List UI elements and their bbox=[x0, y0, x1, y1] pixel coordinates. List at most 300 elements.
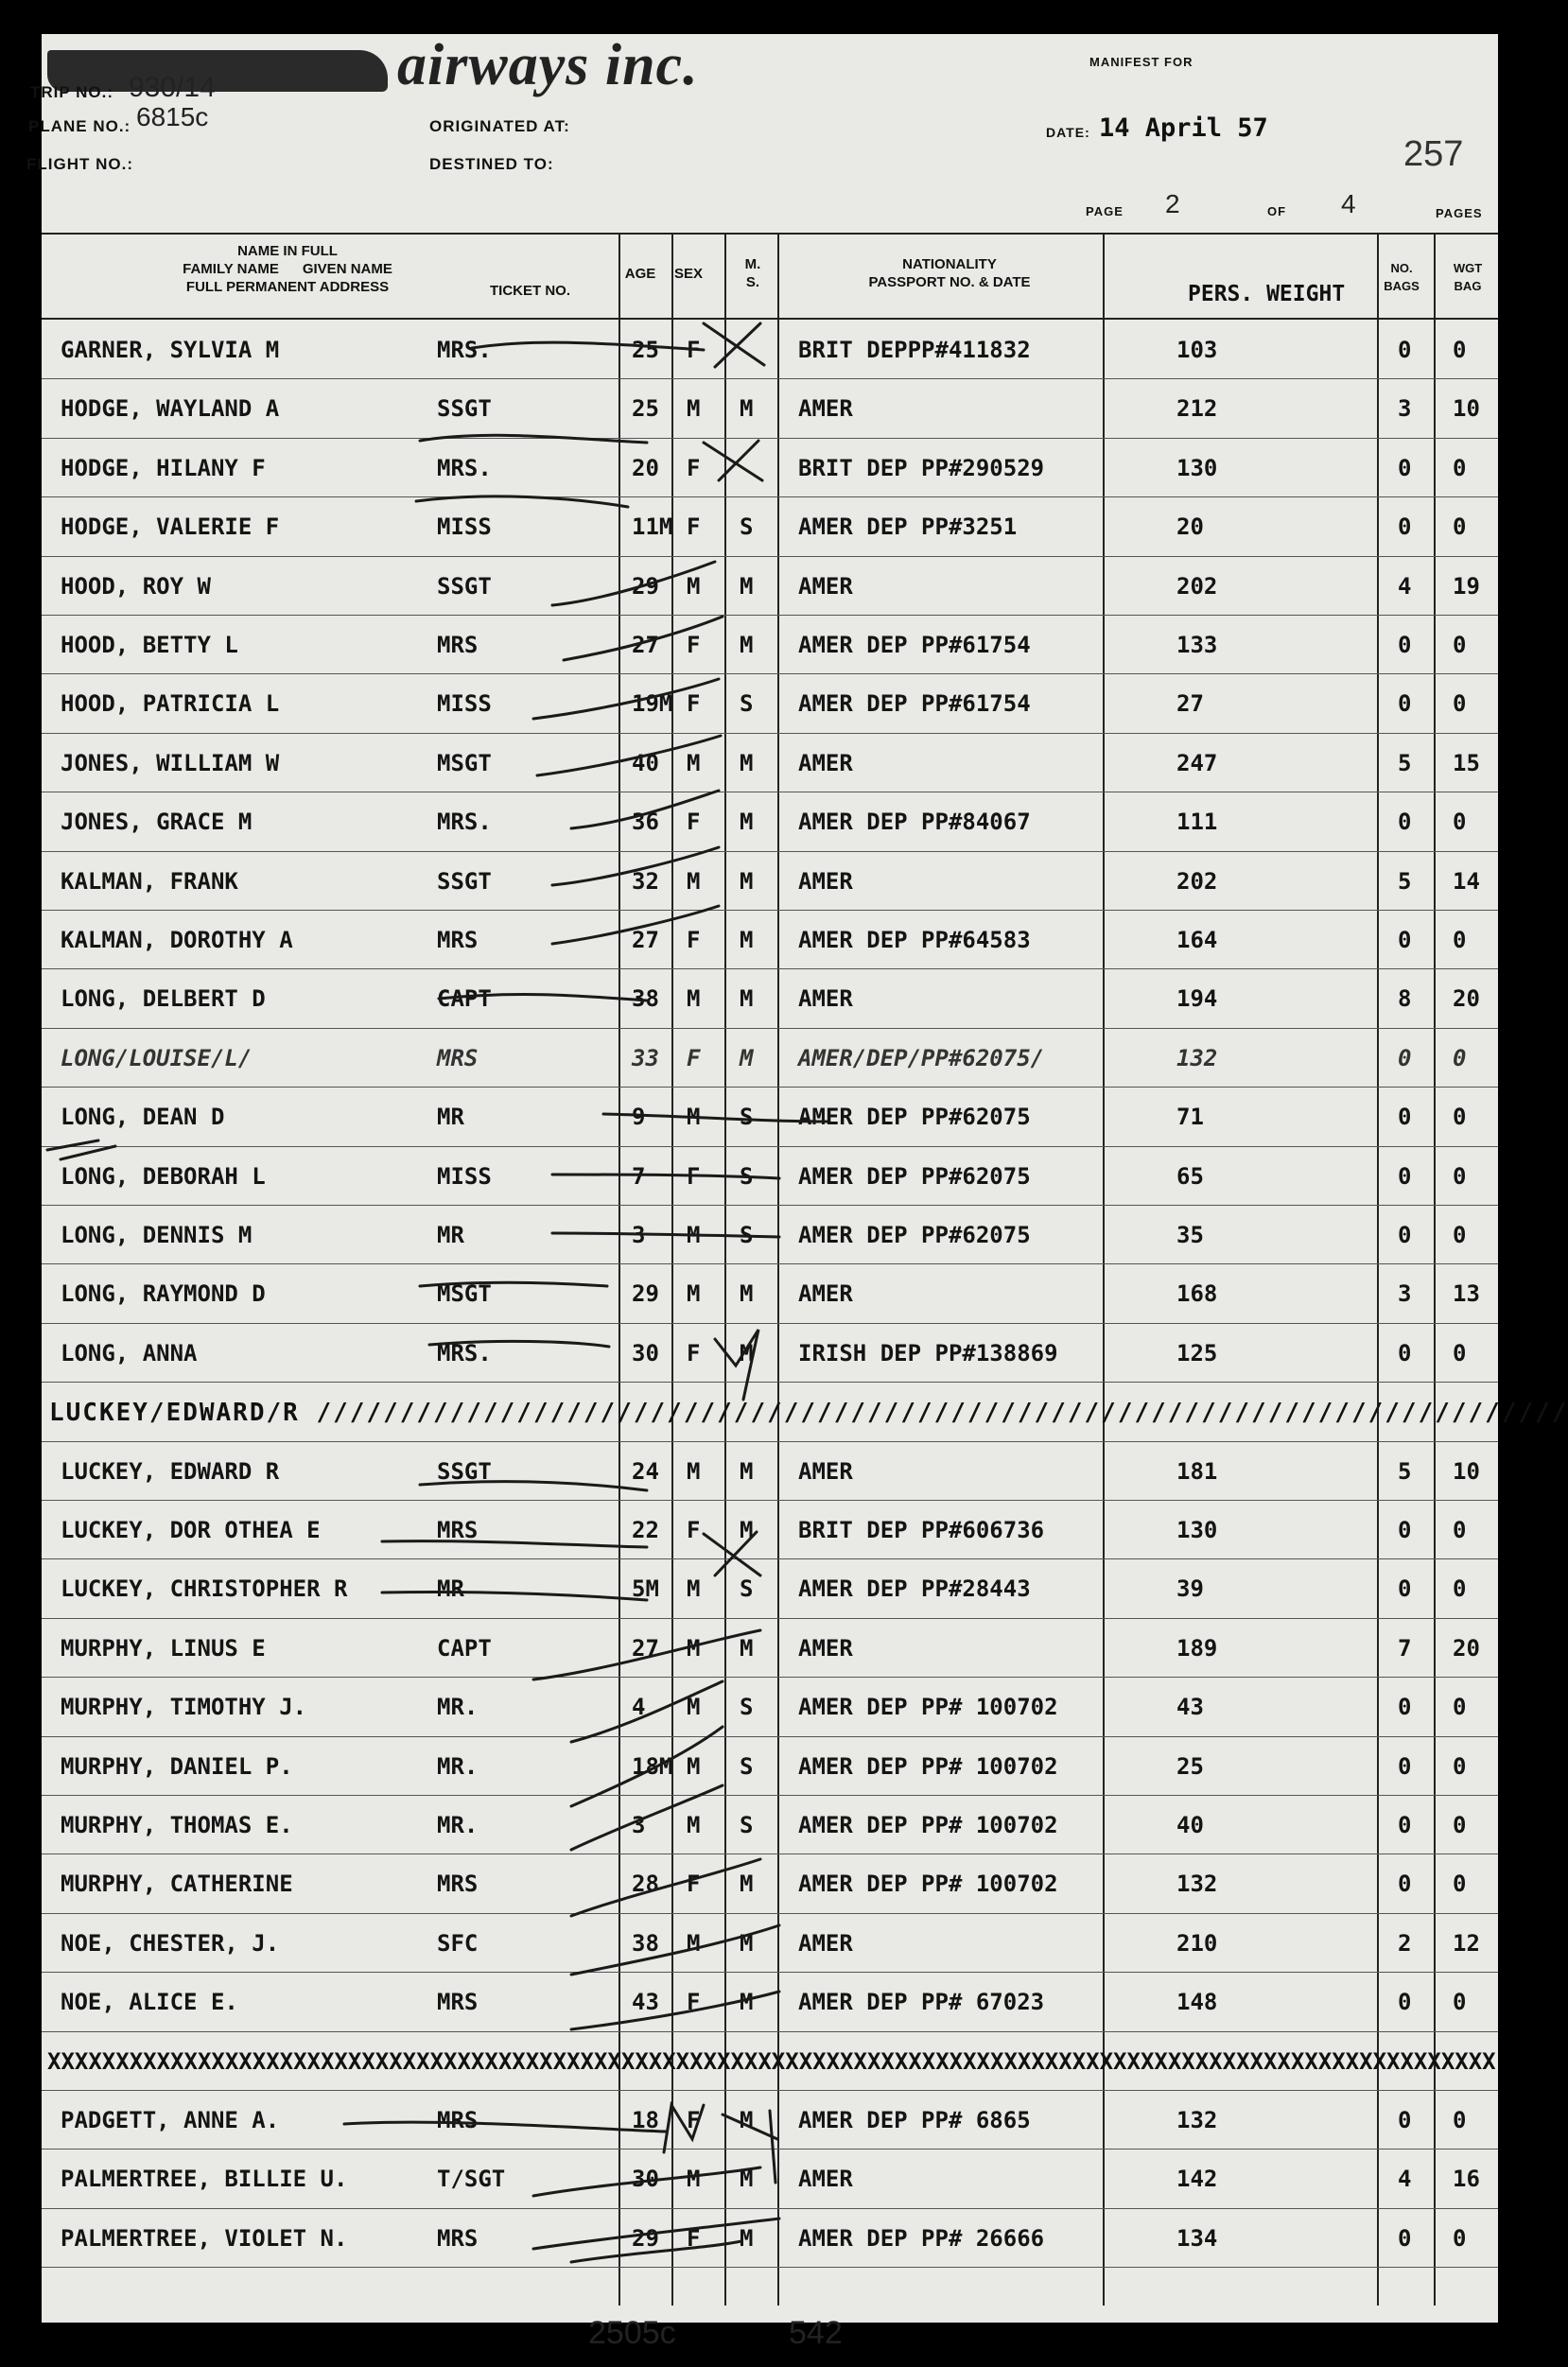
x-mark-3 bbox=[704, 1532, 760, 1575]
col-given: GIVEN NAME bbox=[302, 261, 392, 277]
manifest-page bbox=[26, 33, 1568, 2351]
passenger-nationality: AMER DEP PP# 100702 bbox=[798, 1752, 1058, 1780]
passenger-nationality: AMER DEP PP# 6865 bbox=[798, 2107, 1031, 2133]
date-value: 14 April 57 bbox=[1099, 113, 1268, 143]
passenger-sex: M bbox=[687, 572, 701, 600]
passenger-bags: 2 bbox=[1398, 1929, 1412, 1957]
passenger-age: 43 bbox=[632, 1989, 659, 2016]
strike-4 bbox=[552, 562, 715, 605]
passenger-sex: F bbox=[687, 690, 701, 718]
passenger-nationality: AMER DEP PP#62075 bbox=[798, 1104, 1031, 1131]
manifest-for-label: MANIFEST FOR bbox=[1089, 55, 1193, 69]
passenger-bags: 4 bbox=[1398, 572, 1412, 600]
x-mark-2 bbox=[704, 441, 762, 480]
destined-label: DESTINED TO: bbox=[429, 155, 554, 173]
passenger-sex: M bbox=[687, 749, 701, 776]
passenger-bag-weight: 0 bbox=[1453, 454, 1467, 481]
page-number: 2 bbox=[1165, 189, 1180, 218]
passenger-marital-status: M bbox=[740, 2224, 754, 2252]
passenger-marital-status: M bbox=[740, 2107, 754, 2133]
passenger-bag-weight: 16 bbox=[1453, 2166, 1480, 2193]
passenger-name: LONG, RAYMOND D bbox=[61, 1280, 266, 1308]
passenger-title: MRS bbox=[437, 1989, 479, 2016]
passenger-nationality: AMER DEP PP#64583 bbox=[798, 927, 1031, 953]
passenger-weight: 194 bbox=[1176, 985, 1218, 1013]
passenger-bag-weight: 0 bbox=[1453, 1222, 1467, 1248]
passenger-bag-weight: 0 bbox=[1453, 632, 1467, 658]
passenger-bag-weight: 0 bbox=[1453, 1694, 1467, 1721]
passenger-name: KALMAN, FRANK bbox=[61, 867, 238, 895]
passenger-name: MURPHY, DANIEL P. bbox=[61, 1752, 293, 1780]
passenger-marital-status: M bbox=[740, 2166, 754, 2193]
passenger-marital-status: M bbox=[740, 749, 754, 776]
n-mark bbox=[715, 1330, 758, 1400]
passenger-name: MURPHY, THOMAS E. bbox=[61, 1812, 293, 1838]
passenger-marital-status: M bbox=[740, 1634, 754, 1662]
passenger-title: MR. bbox=[437, 1752, 479, 1780]
passenger-sex: F bbox=[687, 337, 701, 363]
passenger-title: SSGT bbox=[437, 1457, 492, 1485]
passenger-age: 19M bbox=[632, 690, 673, 718]
col-bags: NO. BAGS bbox=[1384, 261, 1420, 293]
passenger-weight: 65 bbox=[1176, 1162, 1204, 1190]
passenger-bag-weight: 0 bbox=[1453, 1989, 1467, 2016]
passenger-sex: M bbox=[687, 1222, 701, 1248]
plane-number: 6815c bbox=[136, 102, 209, 131]
passenger-bag-weight: 0 bbox=[1453, 2224, 1467, 2252]
passenger-name: GARNER, SYLVIA M bbox=[61, 337, 280, 363]
passenger-title: MSGT bbox=[437, 749, 492, 776]
passenger-weight: 125 bbox=[1176, 1339, 1218, 1366]
passenger-bag-weight: 0 bbox=[1453, 809, 1467, 836]
passenger-sex: M bbox=[687, 985, 701, 1013]
strike-21 bbox=[571, 1681, 723, 1742]
passenger-bags: 0 bbox=[1398, 1575, 1412, 1603]
passenger-sex: M bbox=[687, 1752, 701, 1780]
passenger-marital-status: M bbox=[740, 867, 754, 895]
col-name: NAME IN FULL bbox=[237, 243, 338, 259]
passenger-sex: F bbox=[687, 513, 701, 541]
passenger-name: LONG/LOUISE/L/ bbox=[61, 1044, 253, 1071]
passenger-title: MRS bbox=[437, 1044, 479, 1071]
passenger-name: NOE, ALICE E. bbox=[61, 1989, 238, 2016]
m-mark bbox=[664, 2105, 777, 2183]
xed-out-row: XXXXXXXXXXXXXXXXXXXXXXXXXXXXXXXXXXXXXXXXXXXXXXXXXXXXXXXXXXXXXXXXXXXXXXXXXXXXXXXXXXXXXXXXXXXXXXXXXXXXXXXXXX bbox=[47, 2047, 1496, 2075]
passenger-age: 32 bbox=[632, 867, 659, 895]
passenger-name: LONG, ANNA bbox=[61, 1339, 198, 1366]
passenger-nationality: AMER/DEP/PP#62075/ bbox=[798, 1044, 1045, 1071]
passenger-sex: F bbox=[687, 927, 701, 953]
passenger-age: 38 bbox=[632, 1929, 659, 1957]
strike-11 bbox=[439, 995, 647, 1001]
total-pages: 4 bbox=[1341, 189, 1356, 218]
passenger-title: MRS. bbox=[437, 454, 492, 481]
passenger-bag-weight: 0 bbox=[1453, 1044, 1467, 1071]
passenger-bag-weight: 0 bbox=[1453, 690, 1467, 718]
strike-17 bbox=[420, 1482, 647, 1490]
airline-name: airways inc. bbox=[397, 33, 699, 97]
passenger-name: MURPHY, CATHERINE bbox=[61, 1871, 293, 1898]
passenger-marital-status: M bbox=[740, 1517, 754, 1543]
passenger-name: MURPHY, LINUS E bbox=[61, 1634, 266, 1662]
strike-15 bbox=[420, 1282, 607, 1286]
passenger-weight: 43 bbox=[1176, 1694, 1204, 1721]
passenger-age: 5M bbox=[632, 1575, 659, 1603]
passenger-weight: 40 bbox=[1176, 1812, 1204, 1838]
strike-5 bbox=[564, 617, 723, 660]
passenger-bag-weight: 0 bbox=[1453, 1162, 1467, 1190]
passenger-name: LONG, DENNIS M bbox=[61, 1222, 253, 1248]
passenger-bags: 3 bbox=[1398, 395, 1412, 423]
passenger-name: JONES, WILLIAM W bbox=[61, 749, 280, 776]
passenger-name: HOOD, PATRICIA L bbox=[61, 690, 280, 718]
passenger-title: MR bbox=[437, 1222, 464, 1248]
trip-number: 930/14 bbox=[129, 72, 216, 103]
passenger-title: MR bbox=[437, 1104, 464, 1131]
passenger-bags: 0 bbox=[1398, 1339, 1412, 1366]
x-mark-1 bbox=[704, 323, 764, 367]
passenger-nationality: AMER DEP PP#62075 bbox=[798, 1222, 1031, 1248]
passenger-bags: 0 bbox=[1398, 513, 1412, 541]
passenger-bags: 0 bbox=[1398, 1044, 1412, 1071]
passenger-bags: 0 bbox=[1398, 1222, 1412, 1248]
passenger-title: MRS bbox=[437, 632, 479, 658]
passenger-bag-weight: 15 bbox=[1453, 749, 1480, 776]
passenger-name: PADGETT, ANNE A. bbox=[61, 2107, 280, 2133]
passenger-sex: M bbox=[687, 1104, 701, 1131]
slash-marks bbox=[47, 1140, 115, 1159]
passenger-name: HOOD, BETTY L bbox=[61, 632, 238, 658]
passenger-nationality: IRISH DEP PP#138869 bbox=[798, 1339, 1058, 1366]
strike-13 bbox=[552, 1175, 779, 1178]
passenger-nationality: AMER DEP PP# 26666 bbox=[798, 2224, 1045, 2252]
passenger-weight: 210 bbox=[1176, 1929, 1218, 1957]
passenger-bag-weight: 0 bbox=[1453, 1339, 1467, 1366]
passenger-nationality: AMER bbox=[798, 867, 853, 895]
strike-30 bbox=[571, 2241, 741, 2262]
passenger-bag-weight: 12 bbox=[1453, 1929, 1480, 1957]
passenger-marital-status: M bbox=[740, 985, 754, 1013]
passenger-age: 27 bbox=[632, 632, 659, 658]
passenger-bag-weight: 10 bbox=[1453, 395, 1480, 423]
passenger-title: SSGT bbox=[437, 867, 492, 895]
passenger-sex: M bbox=[687, 1634, 701, 1662]
passenger-nationality: AMER DEP PP#84067 bbox=[798, 809, 1031, 836]
passenger-weight: 202 bbox=[1176, 867, 1218, 895]
passenger-sex: M bbox=[687, 395, 701, 423]
passenger-nationality: AMER DEP PP#61754 bbox=[798, 690, 1031, 718]
trip-label: TRIP NO.: bbox=[30, 83, 114, 101]
passenger-bags: 0 bbox=[1398, 2224, 1412, 2252]
passenger-bag-weight: 0 bbox=[1453, 1517, 1467, 1543]
passenger-sex: F bbox=[687, 1044, 701, 1071]
passenger-age: 27 bbox=[632, 1634, 659, 1662]
handwritten-marks bbox=[42, 34, 1498, 2323]
passenger-age: 3 bbox=[632, 1222, 646, 1248]
passenger-marital-status: M bbox=[740, 1280, 754, 1308]
passenger-weight: 181 bbox=[1176, 1457, 1218, 1485]
passenger-weight: 212 bbox=[1176, 395, 1218, 423]
strike-8 bbox=[571, 791, 719, 828]
passenger-marital-status: M bbox=[740, 927, 754, 953]
passenger-bags: 0 bbox=[1398, 690, 1412, 718]
passenger-bag-weight: 0 bbox=[1453, 1871, 1467, 1898]
passenger-bags: 3 bbox=[1398, 1280, 1412, 1308]
strike-16 bbox=[429, 1341, 609, 1347]
passenger-weight: 20 bbox=[1176, 513, 1204, 541]
passenger-bag-weight: 20 bbox=[1453, 1634, 1480, 1662]
passenger-weight: 103 bbox=[1176, 337, 1218, 363]
passenger-nationality: AMER bbox=[798, 1457, 853, 1485]
strike-24 bbox=[571, 1859, 760, 1916]
passenger-weight: 39 bbox=[1176, 1575, 1204, 1603]
passenger-nationality: AMER DEP PP#28443 bbox=[798, 1575, 1031, 1603]
passenger-sex: M bbox=[687, 1929, 701, 1957]
passenger-name: LUCKEY, DOR OTHEA E bbox=[61, 1517, 321, 1543]
passenger-bags: 4 bbox=[1398, 2166, 1412, 2193]
passenger-name: HODGE, WAYLAND A bbox=[61, 395, 280, 423]
passenger-name: LONG, DEBORAH L bbox=[61, 1162, 266, 1190]
passenger-title: CAPT bbox=[437, 1634, 492, 1662]
passenger-sex: F bbox=[687, 1339, 701, 1366]
date-label: DATE: bbox=[1046, 125, 1090, 140]
col-family: FAMILY NAME bbox=[183, 261, 279, 277]
passenger-bags: 0 bbox=[1398, 1752, 1412, 1780]
strike-14 bbox=[552, 1233, 779, 1237]
passenger-bags: 0 bbox=[1398, 2107, 1412, 2133]
passenger-age: 30 bbox=[632, 1339, 659, 1366]
passenger-name: PALMERTREE, BILLIE U. bbox=[61, 2166, 348, 2193]
passenger-marital-status: M bbox=[740, 395, 754, 423]
strike-19 bbox=[382, 1592, 647, 1600]
passenger-bag-weight: 13 bbox=[1453, 1280, 1480, 1308]
passenger-name: HODGE, VALERIE F bbox=[61, 513, 280, 541]
passenger-title: SSGT bbox=[437, 395, 492, 423]
passenger-sex: F bbox=[687, 1871, 701, 1898]
strike-12 bbox=[603, 1114, 827, 1122]
passenger-sex: M bbox=[687, 1812, 701, 1838]
col-ms: M. S. bbox=[744, 256, 761, 290]
col-passport: PASSPORT NO. & DATE bbox=[868, 274, 1031, 290]
passenger-nationality: AMER bbox=[798, 749, 853, 776]
passenger-sex: F bbox=[687, 2107, 701, 2133]
passenger-bag-weight: 0 bbox=[1453, 2107, 1467, 2133]
col-address: FULL PERMANENT ADDRESS bbox=[185, 279, 390, 295]
passenger-sex: M bbox=[687, 867, 701, 895]
passenger-bags: 0 bbox=[1398, 632, 1412, 658]
passenger-marital-status: S bbox=[740, 1222, 754, 1248]
passenger-nationality: BRIT DEP PP#606736 bbox=[798, 1517, 1045, 1543]
passenger-title: MRS. bbox=[437, 1339, 492, 1366]
passenger-age: 3 bbox=[632, 1812, 646, 1838]
passenger-bags: 0 bbox=[1398, 927, 1412, 953]
strike-2 bbox=[420, 435, 647, 443]
strike-3 bbox=[416, 496, 628, 507]
passenger-nationality: AMER bbox=[798, 2166, 853, 2193]
stamp-number: 257 bbox=[1403, 134, 1464, 174]
passenger-marital-status: S bbox=[740, 1752, 754, 1780]
passenger-weight: 35 bbox=[1176, 1222, 1204, 1248]
passenger-title: MISS bbox=[437, 690, 492, 718]
passenger-title: SFC bbox=[437, 1929, 479, 1957]
strike-1 bbox=[472, 342, 704, 350]
passenger-weight: 202 bbox=[1176, 572, 1218, 600]
passenger-bag-weight: 14 bbox=[1453, 867, 1480, 895]
strike-7 bbox=[537, 736, 721, 775]
passenger-bag-weight: 0 bbox=[1453, 927, 1467, 953]
passenger-nationality: AMER bbox=[798, 572, 853, 600]
passenger-nationality: AMER DEP PP# 100702 bbox=[798, 1694, 1058, 1721]
originated-label: ORIGINATED AT: bbox=[429, 117, 570, 135]
passenger-age: 20 bbox=[632, 454, 659, 481]
passenger-nationality: BRIT DEPPP#411832 bbox=[798, 337, 1031, 363]
passenger-nationality: AMER bbox=[798, 1634, 853, 1662]
passenger-name: LONG, DEAN D bbox=[61, 1104, 225, 1131]
passenger-title: MRS bbox=[437, 927, 479, 953]
passenger-bags: 8 bbox=[1398, 985, 1412, 1013]
passenger-weight: 27 bbox=[1176, 690, 1204, 718]
passenger-name: JONES, GRACE M bbox=[61, 809, 253, 836]
passenger-nationality: AMER bbox=[798, 1280, 853, 1308]
col-sex: SEX bbox=[673, 266, 703, 282]
passenger-bags: 0 bbox=[1398, 1989, 1412, 2016]
passenger-bags: 0 bbox=[1398, 809, 1412, 836]
strike-29 bbox=[533, 2219, 779, 2249]
passenger-age: 36 bbox=[632, 809, 659, 836]
passenger-title: MRS bbox=[437, 1871, 479, 1898]
passenger-sex: F bbox=[687, 2224, 701, 2252]
passenger-marital-status: S bbox=[740, 1162, 754, 1190]
passenger-weight: 134 bbox=[1176, 2224, 1218, 2252]
passenger-weight: 132 bbox=[1176, 1871, 1218, 1898]
passenger-age: 22 bbox=[632, 1517, 659, 1543]
passenger-age: 38 bbox=[632, 985, 659, 1013]
footer-total-a: 2505c bbox=[588, 2315, 676, 2351]
passenger-name: MURPHY, TIMOTHY J. bbox=[61, 1694, 307, 1721]
passenger-sex: M bbox=[687, 1575, 701, 1603]
passenger-bag-weight: 0 bbox=[1453, 1575, 1467, 1603]
struck-row-text: LUCKEY/EDWARD/R /////////////////////////////////////////////////////////////////////////// bbox=[49, 1399, 1568, 1428]
flight-label: FLIGHT NO.: bbox=[26, 155, 133, 173]
page-label: PAGE bbox=[1086, 204, 1124, 218]
passenger-title: SSGT bbox=[437, 572, 492, 600]
passenger-age: 40 bbox=[632, 749, 659, 776]
passenger-bags: 5 bbox=[1398, 867, 1412, 895]
passenger-marital-status: M bbox=[740, 809, 754, 836]
passenger-nationality: AMER DEP PP# 67023 bbox=[798, 1989, 1045, 2016]
passenger-bag-weight: 0 bbox=[1453, 1812, 1467, 1838]
passenger-bag-weight: 20 bbox=[1453, 985, 1480, 1013]
col-bag-weight: WGT BAG bbox=[1453, 261, 1483, 293]
passenger-marital-status: S bbox=[740, 1812, 754, 1838]
passenger-marital-status: M bbox=[740, 1871, 754, 1898]
col-weight: PERS. WEIGHT bbox=[1188, 282, 1346, 306]
passenger-bags: 0 bbox=[1398, 1812, 1412, 1838]
passenger-title: MRS bbox=[437, 2224, 479, 2252]
passenger-age: 28 bbox=[632, 1871, 659, 1898]
passenger-weight: 164 bbox=[1176, 927, 1218, 953]
passenger-title: MR. bbox=[437, 1694, 479, 1721]
passenger-bags: 5 bbox=[1398, 1457, 1412, 1485]
passenger-weight: 247 bbox=[1176, 749, 1218, 776]
passenger-bag-weight: 19 bbox=[1453, 572, 1480, 600]
passenger-nationality: AMER bbox=[798, 985, 853, 1013]
of-label: OF bbox=[1267, 204, 1287, 218]
passenger-title: MR. bbox=[437, 1812, 479, 1838]
passenger-weight: 111 bbox=[1176, 809, 1218, 836]
passenger-nationality: AMER DEP PP# 100702 bbox=[798, 1871, 1058, 1898]
passenger-weight: 71 bbox=[1176, 1104, 1204, 1131]
passenger-age: 25 bbox=[632, 395, 659, 423]
passenger-title: MSGT bbox=[437, 1280, 492, 1308]
passenger-weight: 168 bbox=[1176, 1280, 1218, 1308]
passenger-marital-status: S bbox=[740, 513, 754, 541]
strike-20 bbox=[533, 1630, 760, 1680]
passenger-sex: F bbox=[687, 1162, 701, 1190]
passenger-marital-status: M bbox=[740, 1339, 754, 1366]
passenger-age: 27 bbox=[632, 927, 659, 953]
passenger-weight: 130 bbox=[1176, 1517, 1218, 1543]
strike-28 bbox=[533, 2167, 760, 2196]
passenger-age: 33 bbox=[632, 1044, 659, 1071]
passenger-title: MISS bbox=[437, 1162, 492, 1190]
passenger-bag-weight: 0 bbox=[1453, 513, 1467, 541]
passenger-age: 24 bbox=[632, 1457, 659, 1485]
strike-9 bbox=[552, 847, 719, 885]
passenger-age: 30 bbox=[632, 2166, 659, 2193]
passenger-age: 29 bbox=[632, 572, 659, 600]
passenger-bag-weight: 0 bbox=[1453, 337, 1467, 363]
passenger-bags: 0 bbox=[1398, 1871, 1412, 1898]
passenger-age: 4 bbox=[632, 1694, 646, 1721]
footer-total-b: 542 bbox=[789, 2315, 843, 2351]
strike-27 bbox=[344, 2122, 666, 2132]
passenger-weight: 142 bbox=[1176, 2166, 1218, 2193]
passenger-sex: M bbox=[687, 2166, 701, 2193]
passenger-title: MRS bbox=[437, 2107, 479, 2133]
passenger-age: 29 bbox=[632, 2224, 659, 2252]
strike-26 bbox=[571, 1992, 779, 2029]
passenger-title: MRS. bbox=[437, 809, 492, 836]
passenger-marital-status: M bbox=[740, 1044, 754, 1071]
col-nationality: NATIONALITY bbox=[902, 256, 997, 272]
passenger-bags: 0 bbox=[1398, 1162, 1412, 1190]
passenger-sex: F bbox=[687, 1517, 701, 1543]
passenger-marital-status: M bbox=[740, 572, 754, 600]
passenger-title: MRS bbox=[437, 1517, 479, 1543]
passenger-bags: 0 bbox=[1398, 337, 1412, 363]
passenger-bag-weight: 0 bbox=[1453, 1104, 1467, 1131]
passenger-weight: 148 bbox=[1176, 1989, 1218, 2016]
passenger-age: 25 bbox=[632, 337, 659, 363]
passenger-name: HODGE, HILANY F bbox=[61, 454, 266, 481]
passenger-name: NOE, CHESTER, J. bbox=[61, 1929, 280, 1957]
passenger-age: 9 bbox=[632, 1104, 646, 1131]
passenger-title: MISS bbox=[437, 513, 492, 541]
passenger-name: KALMAN, DOROTHY A bbox=[61, 927, 293, 953]
passenger-sex: F bbox=[687, 454, 701, 481]
passenger-bags: 0 bbox=[1398, 1104, 1412, 1131]
strike-10 bbox=[552, 906, 719, 944]
plane-label: PLANE NO.: bbox=[28, 117, 131, 135]
passenger-sex: M bbox=[687, 1457, 701, 1485]
passenger-nationality: BRIT DEP PP#290529 bbox=[798, 454, 1045, 481]
passenger-sex: F bbox=[687, 809, 701, 836]
passenger-nationality: AMER bbox=[798, 395, 853, 423]
passenger-marital-status: M bbox=[740, 1989, 754, 2016]
passenger-bags: 0 bbox=[1398, 1517, 1412, 1543]
passenger-age: 11M bbox=[632, 513, 673, 541]
